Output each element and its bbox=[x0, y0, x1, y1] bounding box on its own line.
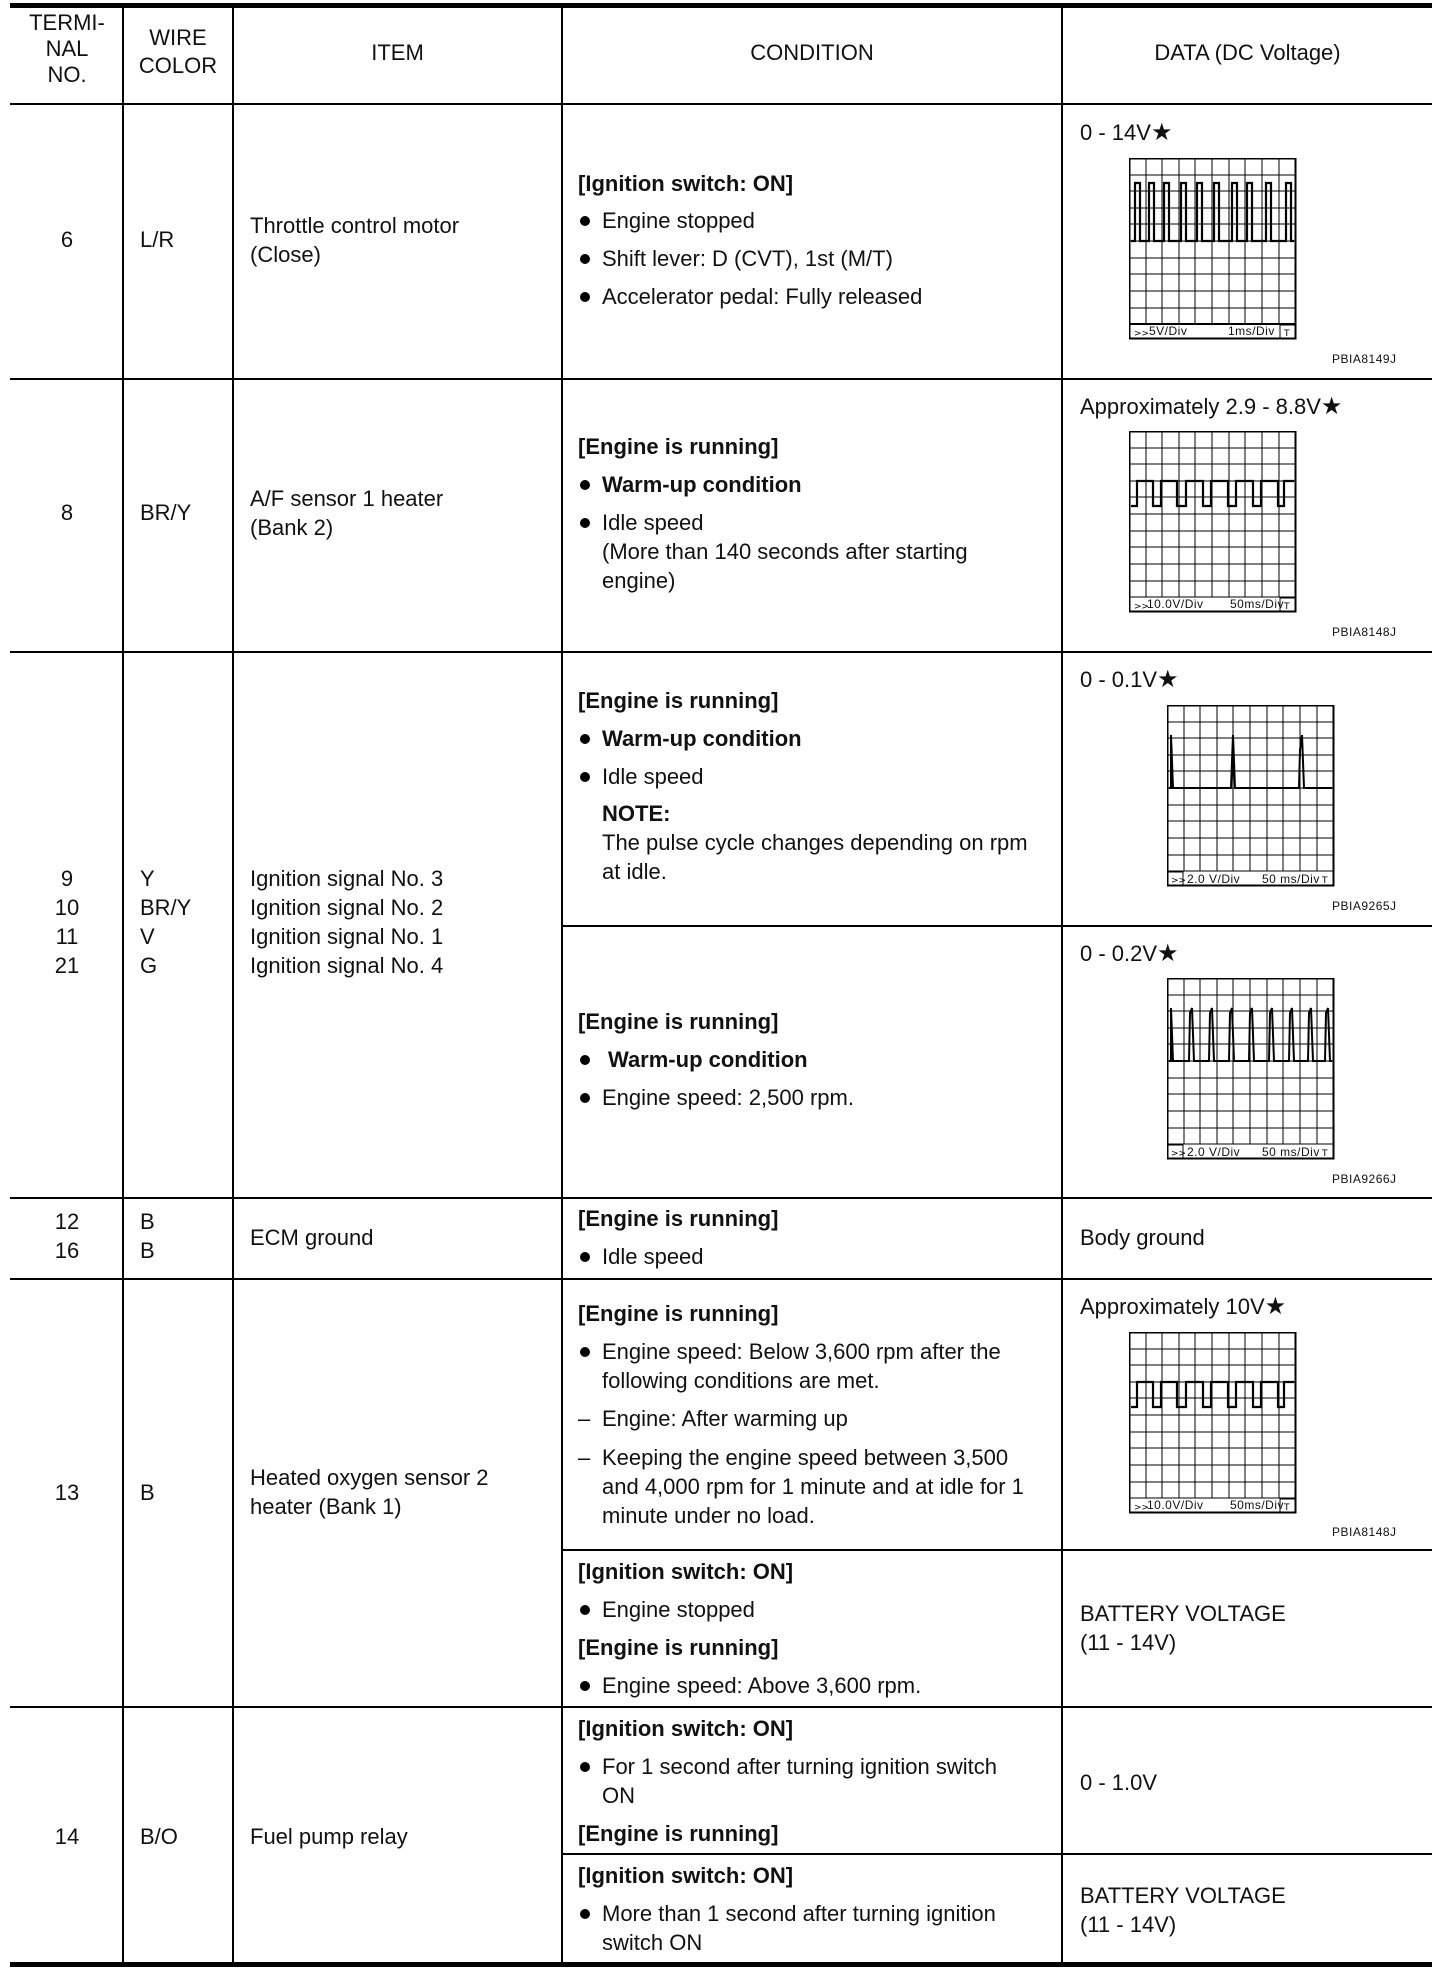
item-line: A/F sensor 1 heater bbox=[250, 486, 444, 511]
data-value bbox=[1080, 665, 1179, 694]
condition-item: Warm-up condition bbox=[578, 724, 802, 753]
star-icon: ★ bbox=[1150, 119, 1173, 146]
star-icon: ★ bbox=[1264, 1293, 1287, 1320]
note-line: at idle. bbox=[602, 859, 667, 884]
column-divider bbox=[561, 3, 563, 1967]
condition-item: Engine stopped bbox=[578, 1595, 755, 1624]
wire-color: G bbox=[140, 953, 158, 978]
condition-line: For 1 second after turning ignition switch bbox=[602, 1754, 997, 1779]
terminal-number: 12 bbox=[54, 1209, 80, 1234]
header-line: NO. bbox=[47, 62, 87, 87]
condition-item: Engine speed: 2,500 rpm. bbox=[578, 1083, 854, 1112]
note-line: The pulse cycle changes depending on rpm bbox=[602, 830, 1028, 855]
wire-color: Y bbox=[140, 866, 155, 891]
svg-text:>>: >> bbox=[1134, 329, 1150, 339]
header-condition: CONDITION bbox=[750, 40, 874, 65]
item-name: Ignition signal No. 1 bbox=[250, 924, 444, 949]
data-value bbox=[1080, 939, 1179, 968]
wire-color: B bbox=[140, 1480, 155, 1505]
svg-text:T: T bbox=[1284, 1503, 1290, 1513]
condition-heading: [Ignition switch: ON] bbox=[578, 1716, 794, 1741]
scope-vertical-scale: 5V/Div bbox=[1149, 324, 1188, 338]
condition-line: More than 1 second after turning ignition bbox=[602, 1901, 996, 1926]
column-divider bbox=[122, 3, 124, 1967]
data-value bbox=[1080, 392, 1342, 421]
terminal-number: 9 bbox=[60, 866, 74, 891]
scope-time-scale: 50 ms/Div bbox=[1262, 1145, 1320, 1159]
terminal-number: 13 bbox=[54, 1480, 80, 1505]
oscilloscope-waveform bbox=[1129, 1332, 1297, 1514]
subrow-divider bbox=[561, 925, 1432, 927]
condition-item: Shift lever: D (CVT), 1st (M/T) bbox=[578, 244, 893, 273]
condition-heading: [Engine is running] bbox=[578, 1009, 779, 1034]
wire-color: BR/Y bbox=[140, 500, 192, 525]
item-line: (Close) bbox=[250, 242, 321, 267]
figure-code: PBIA9265J bbox=[1332, 899, 1397, 913]
item-line: Throttle control motor bbox=[250, 213, 460, 238]
column-divider bbox=[232, 3, 234, 1967]
scope-vertical-scale: 10.0V/Div bbox=[1147, 597, 1204, 611]
row-divider bbox=[10, 1278, 1432, 1280]
item-list bbox=[250, 864, 443, 980]
scope-time-scale: 50 ms/Div bbox=[1262, 872, 1320, 886]
terminal-number: 11 bbox=[55, 924, 79, 949]
data-value-line: BATTERY VOLTAGE bbox=[1080, 1883, 1286, 1908]
item-line: (Bank 2) bbox=[250, 515, 334, 540]
condition-line: and 4,000 rpm for 1 minute and at idle for 1 bbox=[602, 1474, 1024, 1499]
header-item: ITEM bbox=[371, 40, 424, 65]
scope-time-scale: 50ms/Div bbox=[1230, 597, 1285, 611]
data-value-text: Approximately 2.9 - 8.8V bbox=[1080, 394, 1321, 419]
condition-line: ON bbox=[602, 1783, 635, 1808]
condition-line: minute under no load. bbox=[602, 1503, 815, 1528]
data-value-line: (11 - 14V) bbox=[1080, 1912, 1177, 1937]
svg-text:T: T bbox=[1322, 1149, 1328, 1159]
condition-item: Idle speed bbox=[578, 1242, 704, 1271]
condition-line: Engine speed: Below 3,600 rpm after the bbox=[602, 1339, 1001, 1364]
table-bottom-border bbox=[10, 1962, 1432, 1967]
header-divider bbox=[10, 103, 1432, 105]
wire-color-list bbox=[140, 1207, 155, 1265]
header-line: WIRE bbox=[149, 25, 207, 50]
table-top-border bbox=[10, 3, 1432, 8]
condition-item: Engine stopped bbox=[578, 206, 755, 235]
svg-text:>>: >> bbox=[1171, 876, 1187, 886]
oscilloscope-waveform bbox=[1167, 978, 1335, 1160]
wire-color: B bbox=[140, 1238, 155, 1263]
scope-time-scale: 50ms/Div bbox=[1230, 1498, 1285, 1512]
svg-text:T: T bbox=[1284, 329, 1290, 339]
data-value-text: Approximately 10V bbox=[1080, 1294, 1265, 1319]
svg-text:>>: >> bbox=[1171, 1149, 1187, 1159]
wire-color: L/R bbox=[140, 227, 175, 252]
svg-text:>>: >> bbox=[1134, 602, 1150, 612]
data-value bbox=[1080, 1292, 1286, 1321]
condition-subtext bbox=[602, 537, 968, 595]
terminal-number: 10 bbox=[54, 895, 80, 920]
condition-heading: [Ignition switch: ON] bbox=[578, 1863, 794, 1888]
condition-line: switch ON bbox=[602, 1930, 703, 1955]
header-line: TERMI- bbox=[29, 10, 105, 35]
subtext-line: engine) bbox=[602, 568, 676, 593]
header-wire-color bbox=[124, 24, 232, 80]
data-value-text: 0 - 0.2V bbox=[1080, 941, 1158, 966]
data-value bbox=[1080, 118, 1172, 147]
star-icon: ★ bbox=[1157, 940, 1179, 967]
wire-color: V bbox=[140, 924, 155, 949]
condition-heading: [Engine is running] bbox=[578, 1821, 779, 1846]
header-line: NAL bbox=[45, 36, 89, 61]
data-value: 0 - 1.0V bbox=[1080, 1770, 1158, 1795]
header-data: DATA (DC Voltage) bbox=[1154, 40, 1341, 65]
oscilloscope-waveform bbox=[1129, 158, 1297, 340]
condition-heading: [Engine is running] bbox=[578, 688, 779, 713]
scope-vertical-scale: 10.0V/Div bbox=[1147, 1498, 1204, 1512]
condition-heading: [Ignition switch: ON] bbox=[578, 171, 794, 196]
condition-item: Idle speed bbox=[578, 762, 704, 791]
data-value-line: BATTERY VOLTAGE bbox=[1080, 1601, 1286, 1626]
condition-item bbox=[578, 1337, 1001, 1395]
figure-code: PBIA8148J bbox=[1332, 1525, 1397, 1539]
oscilloscope-waveform bbox=[1167, 705, 1335, 887]
svg-text:T: T bbox=[1322, 876, 1328, 886]
terminal-number-list bbox=[12, 864, 122, 980]
figure-code: PBIA9266J bbox=[1332, 1172, 1397, 1186]
item-name: Fuel pump relay bbox=[250, 1824, 408, 1849]
figure-code: PBIA8149J bbox=[1332, 352, 1397, 366]
column-divider bbox=[1061, 3, 1063, 1967]
scope-time-scale: 1ms/Div bbox=[1228, 324, 1275, 338]
row-divider bbox=[10, 1706, 1432, 1708]
subrow-divider bbox=[561, 1853, 1432, 1855]
condition-subitem bbox=[578, 1443, 1024, 1530]
terminal-number-list bbox=[12, 1207, 122, 1265]
data-value-text: 0 - 0.1V bbox=[1080, 667, 1158, 692]
item-name: Ignition signal No. 2 bbox=[250, 895, 444, 920]
item-name: Ignition signal No. 4 bbox=[250, 953, 444, 978]
condition-item bbox=[578, 1899, 996, 1957]
svg-text:>>: >> bbox=[1134, 1503, 1150, 1513]
item-name bbox=[250, 1463, 489, 1521]
item-name bbox=[250, 211, 459, 269]
condition-heading: [Ignition switch: ON] bbox=[578, 1559, 794, 1584]
row-divider bbox=[10, 1197, 1432, 1199]
data-value-line: (11 - 14V) bbox=[1080, 1630, 1177, 1655]
terminal-number: 16 bbox=[54, 1238, 80, 1263]
subrow-divider bbox=[561, 1549, 1432, 1551]
svg-text:T: T bbox=[1284, 602, 1290, 612]
terminal-number: 8 bbox=[60, 500, 74, 525]
data-value bbox=[1080, 1599, 1286, 1657]
header-line: COLOR bbox=[138, 53, 218, 78]
condition-item: Warm-up condition bbox=[578, 1045, 808, 1074]
data-value bbox=[1080, 1881, 1286, 1939]
condition-heading: [Engine is running] bbox=[578, 1206, 779, 1231]
note-label: NOTE: bbox=[602, 801, 671, 826]
scope-vertical-scale: 2.0 V/Div bbox=[1187, 872, 1241, 886]
condition-heading: [Engine is running] bbox=[578, 1635, 779, 1660]
subtext-line: (More than 140 seconds after starting bbox=[602, 539, 968, 564]
condition-item: Engine speed: Above 3,600 rpm. bbox=[578, 1671, 921, 1700]
note-text bbox=[602, 828, 1028, 886]
wire-color: B/O bbox=[140, 1824, 178, 1849]
data-value-text: 0 - 14V bbox=[1080, 120, 1151, 145]
item-name: ECM ground bbox=[250, 1225, 374, 1250]
condition-heading: [Engine is running] bbox=[578, 434, 779, 459]
terminal-number: 21 bbox=[54, 953, 80, 978]
scope-vertical-scale: 2.0 V/Div bbox=[1187, 1145, 1241, 1159]
condition-heading: [Engine is running] bbox=[578, 1301, 779, 1326]
star-icon: ★ bbox=[1157, 666, 1179, 693]
condition-item bbox=[578, 1752, 997, 1810]
star-icon: ★ bbox=[1320, 393, 1343, 420]
wire-color: BR/Y bbox=[140, 895, 192, 920]
terminal-number: 14 bbox=[54, 1824, 80, 1849]
condition-item: Idle speed bbox=[578, 508, 704, 537]
wire-color: B bbox=[140, 1209, 155, 1234]
item-name: Ignition signal No. 3 bbox=[250, 866, 444, 891]
condition-subitem: – Engine: After warming up bbox=[578, 1404, 848, 1433]
condition-item: Warm-up condition bbox=[578, 470, 802, 499]
condition-line: following conditions are met. bbox=[602, 1368, 880, 1393]
condition-line: – Keeping the engine speed between 3,500 bbox=[602, 1445, 1009, 1470]
item-name bbox=[250, 484, 443, 542]
row-divider bbox=[10, 378, 1432, 380]
header-terminal-no bbox=[12, 10, 122, 88]
terminal-number: 6 bbox=[60, 227, 74, 252]
condition-item: Accelerator pedal: Fully released bbox=[578, 282, 922, 311]
figure-code: PBIA8148J bbox=[1332, 625, 1397, 639]
wire-color-list bbox=[140, 864, 191, 980]
item-line: Heated oxygen sensor 2 bbox=[250, 1465, 489, 1490]
item-line: heater (Bank 1) bbox=[250, 1494, 402, 1519]
row-divider bbox=[10, 651, 1432, 653]
oscilloscope-waveform bbox=[1129, 431, 1297, 613]
data-value: Body ground bbox=[1080, 1225, 1205, 1250]
